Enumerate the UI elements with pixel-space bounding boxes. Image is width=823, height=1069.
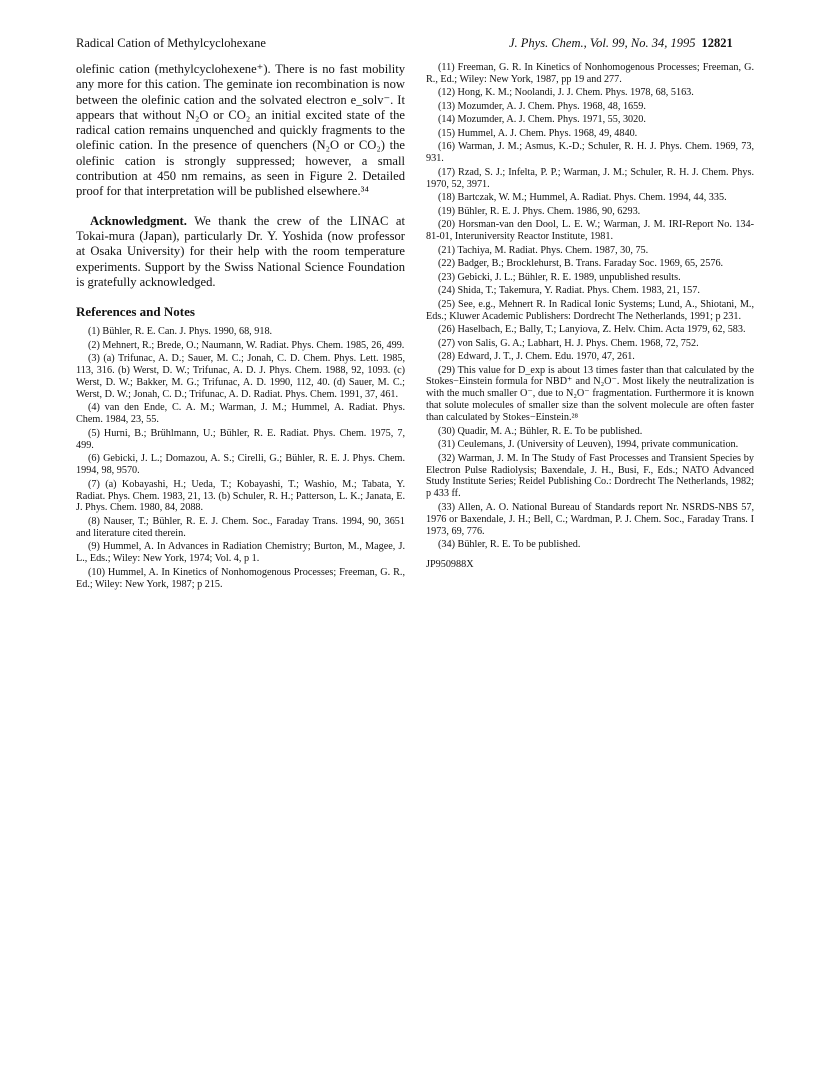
references-list-left bbox=[76, 326, 405, 590]
reference-item: (8) Nauser, T.; Bühler, R. E. J. Chem. Soc., Faraday Trans. 1994, 90, 3651 and literature cited therein. bbox=[76, 515, 405, 539]
reference-item: (10) Hummel, A. In Kinetics of Nonhomogenous Processes; Freeman, G. R., Ed.; Wiley: New York, 1987; p 215. bbox=[76, 566, 405, 590]
reference-item: (17) Rzad, S. J.; Infelta, P. P.; Warman, J. M.; Schuler, R. H. J. Chem. Phys. 1970, 52, 3971. bbox=[426, 166, 754, 190]
reference-item: (12) Hong, K. M.; Noolandi, J. J. Chem. Phys. 1978, 68, 5163. bbox=[438, 87, 694, 99]
reference-item: (30) Quadir, M. A.; Bühler, R. E. To be published. bbox=[438, 425, 643, 437]
reference-item: (18) Bartczak, W. M.; Hummel, A. Radiat. Phys. Chem. 1994, 44, 335. bbox=[438, 192, 727, 204]
references-heading: References and Notes bbox=[76, 304, 195, 320]
reference-item: (31) Ceulemans, J. (University of Leuven), 1994, private communication. bbox=[438, 439, 739, 451]
reference-item: (9) Hummel, A. In Advances in Radiation Chemistry; Burton, M., Magee, J. L., Eds.; Wiley: New York, 1974; Vol. 4, p 1. bbox=[76, 541, 405, 565]
manuscript-id: JP950988X bbox=[426, 559, 474, 571]
reference-item: (23) Gebicki, J. L.; Bühler, R. E. 1989, unpublished results. bbox=[438, 271, 681, 283]
body-paragraph: olefinic cation (methylcyclohexene⁺). There is no fast mobility any more for this cation. The geminate ion recombination is now between the olefinic cation and the solvated electron e_solv⁻. It appears that without N₂O or CO₂ an initial excited state of the radical cation remains unquenched and quickly fragments to the olefinic cation. In the presence of quenchers (N₂O or CO₂) the olefinic cation is strongly suppressed; however, a small contribution at 450 nm remains, as seen in Figure 2. Detailed proof for that interpretation will be published elsewhere.³⁴ bbox=[76, 62, 405, 199]
running-header-journal bbox=[509, 36, 733, 51]
reference-item: (15) Hummel, A. J. Chem. Phys. 1968, 49, 4840. bbox=[438, 127, 638, 139]
reference-item: (4) van den Ende, C. A. M.; Warman, J. M.; Hummel, A. Radiat. Phys. Chem. 1984, 23, 55. bbox=[76, 402, 405, 426]
reference-item: (20) Horsman-van den Dool, L. E. W.; Warman, J. M. IRI-Report No. 134-81-01, Interuniversity Reactor Institute, 1981. bbox=[426, 219, 754, 243]
reference-item: (25) See, e.g., Mehnert R. In Radical Ionic Systems; Lund, A., Shiotani, M., Eds.; Kluwer Academic Publishers: Dordrecht The Netherlands, 1991; p 231. bbox=[426, 298, 754, 322]
reference-item: (2) Mehnert, R.; Brede, O.; Naumann, W. Radiat. Phys. Chem. 1985, 26, 499. bbox=[88, 339, 405, 351]
reference-item: (34) Bühler, R. E. To be published. bbox=[438, 539, 581, 551]
acknowledgment-paragraph bbox=[76, 214, 405, 290]
reference-item: (22) Badger, B.; Brocklehurst, B. Trans. Faraday Soc. 1969, 65, 2576. bbox=[438, 258, 724, 270]
reference-item: (33) Allen, A. O. National Bureau of Standards report Nr. NSRDS-NBS 57, 1976 or Baxendale, J. H.; Bell, C.; Wardman, P. J. Chem. Soc., Faraday Trans. I 1973, 69, 776. bbox=[426, 501, 754, 537]
reference-item: (5) Hurni, B.; Brühlmann, U.; Bühler, R. E. Radiat. Phys. Chem. 1975, 7, 499. bbox=[76, 427, 405, 451]
reference-item: (28) Edward, J. T., J. Chem. Edu. 1970, 47, 261. bbox=[438, 351, 635, 363]
reference-item: (32) Warman, J. M. In The Study of Fast Processes and Transient Species by Electron Pulse Radiolysis; Baxendale, J. H., Busi, F., Eds.; NATO Advanced Study Institute Series; Reidel Publishing Co.: Dordrecht The Netherlands, 1982; p 433 ff. bbox=[426, 452, 754, 500]
reference-item: (14) Mozumder, A. J. Chem. Phys. 1971, 55, 3020. bbox=[438, 114, 646, 126]
right-column bbox=[426, 62, 754, 570]
reference-item: (1) Bühler, R. E. Can. J. Phys. 1990, 68, 918. bbox=[88, 326, 273, 338]
left-column bbox=[76, 62, 405, 592]
reference-item: (11) Freeman, G. R. In Kinetics of Nonhomogenous Processes; Freeman, G. R., Ed.; Wiley: New York, 1987, pp 19 and 277. bbox=[426, 62, 754, 85]
reference-item: (16) Warman, J. M.; Asmus, K.-D.; Schuler, R. H. J. Phys. Chem. 1969, 73, 931. bbox=[426, 141, 754, 165]
journal-citation: J. Phys. Chem., Vol. 99, No. 34, 1995 bbox=[509, 36, 696, 50]
reference-item: (21) Tachiya, M. Radiat. Phys. Chem. 1987, 30, 75. bbox=[438, 244, 649, 256]
reference-item: (26) Haselbach, E.; Bally, T.; Lanyiova, Z. Helv. Chim. Acta 1979, 62, 583. bbox=[438, 324, 746, 336]
acknowledgment-text: We thank the crew of the LINAC at Tokai-mura (Japan), particularly Dr. Y. Yoshida (now professor at Osaka University) for their help with the room temperature experiments. Support by the Swiss National Science Foundation is gratefully acknowledged. bbox=[76, 213, 406, 289]
reference-item: (29) This value for D_exp is about 13 times faster than that calculated by the Stokes−Einstein formula for NBD⁺ and N₂O⁻. Most likely the neutralization is with the much smaller O⁻, due to N₂O⁻ fragmentation. Furthermore it is known that solute molecules of smaller size than the solvent molecule are often faster than calculated by Stokes−Einstein.²⁸ bbox=[426, 364, 754, 424]
page-number: 12821 bbox=[701, 36, 733, 50]
reference-item: (27) von Salis, G. A.; Labhart, H. J. Phys. Chem. 1968, 72, 752. bbox=[438, 337, 699, 349]
reference-item: (24) Shida, T.; Takemura, Y. Radiat. Phys. Chem. 1983, 21, 157. bbox=[438, 285, 700, 297]
reference-item: (7) (a) Kobayashi, H.; Ueda, T.; Kobayashi, T.; Washio, M.; Tabata, Y. Radiat. Phys. Chem. 1983, 21, 13. (b) Schuler, R. H.; Patterson, L. K.; Janata, E. J. Phys. Chem. 1980, 84, 2088. bbox=[76, 478, 405, 514]
running-header-title: Radical Cation of Methylcyclohexane bbox=[76, 36, 266, 50]
acknowledgment-heading: Acknowledgment. bbox=[90, 213, 187, 228]
references-list-right bbox=[426, 62, 754, 551]
reference-item: (3) (a) Trifunac, A. D.; Sauer, M. C.; Jonah, C. D. Chem. Phys. Lett. 1985, 113, 316. (b) Werst, D. W.; Trifunac, A. D. J. Phys. Chem. 1988, 92, 1093. (c) Werst, D. W.; Bakker, M. G.; Trifunac, A. D. 1990, 112, 40. (d) Sauer, M. C.; Werst, D. W.; Jonah, C. D.; Trifunac, A. D. Radiat. Phys. Chem. 1991, 37, 461. bbox=[76, 353, 405, 400]
reference-item: (19) Bühler, R. E. J. Phys. Chem. 1986, 90, 6293. bbox=[438, 205, 641, 217]
reference-item: (13) Mozumder, A. J. Chem. Phys. 1968, 48, 1659. bbox=[438, 100, 646, 112]
reference-item: (6) Gebicki, J. L.; Domazou, A. S.; Cirelli, G.; Bühler, R. E. J. Phys. Chem. 1994, 98, 9570. bbox=[76, 453, 405, 477]
